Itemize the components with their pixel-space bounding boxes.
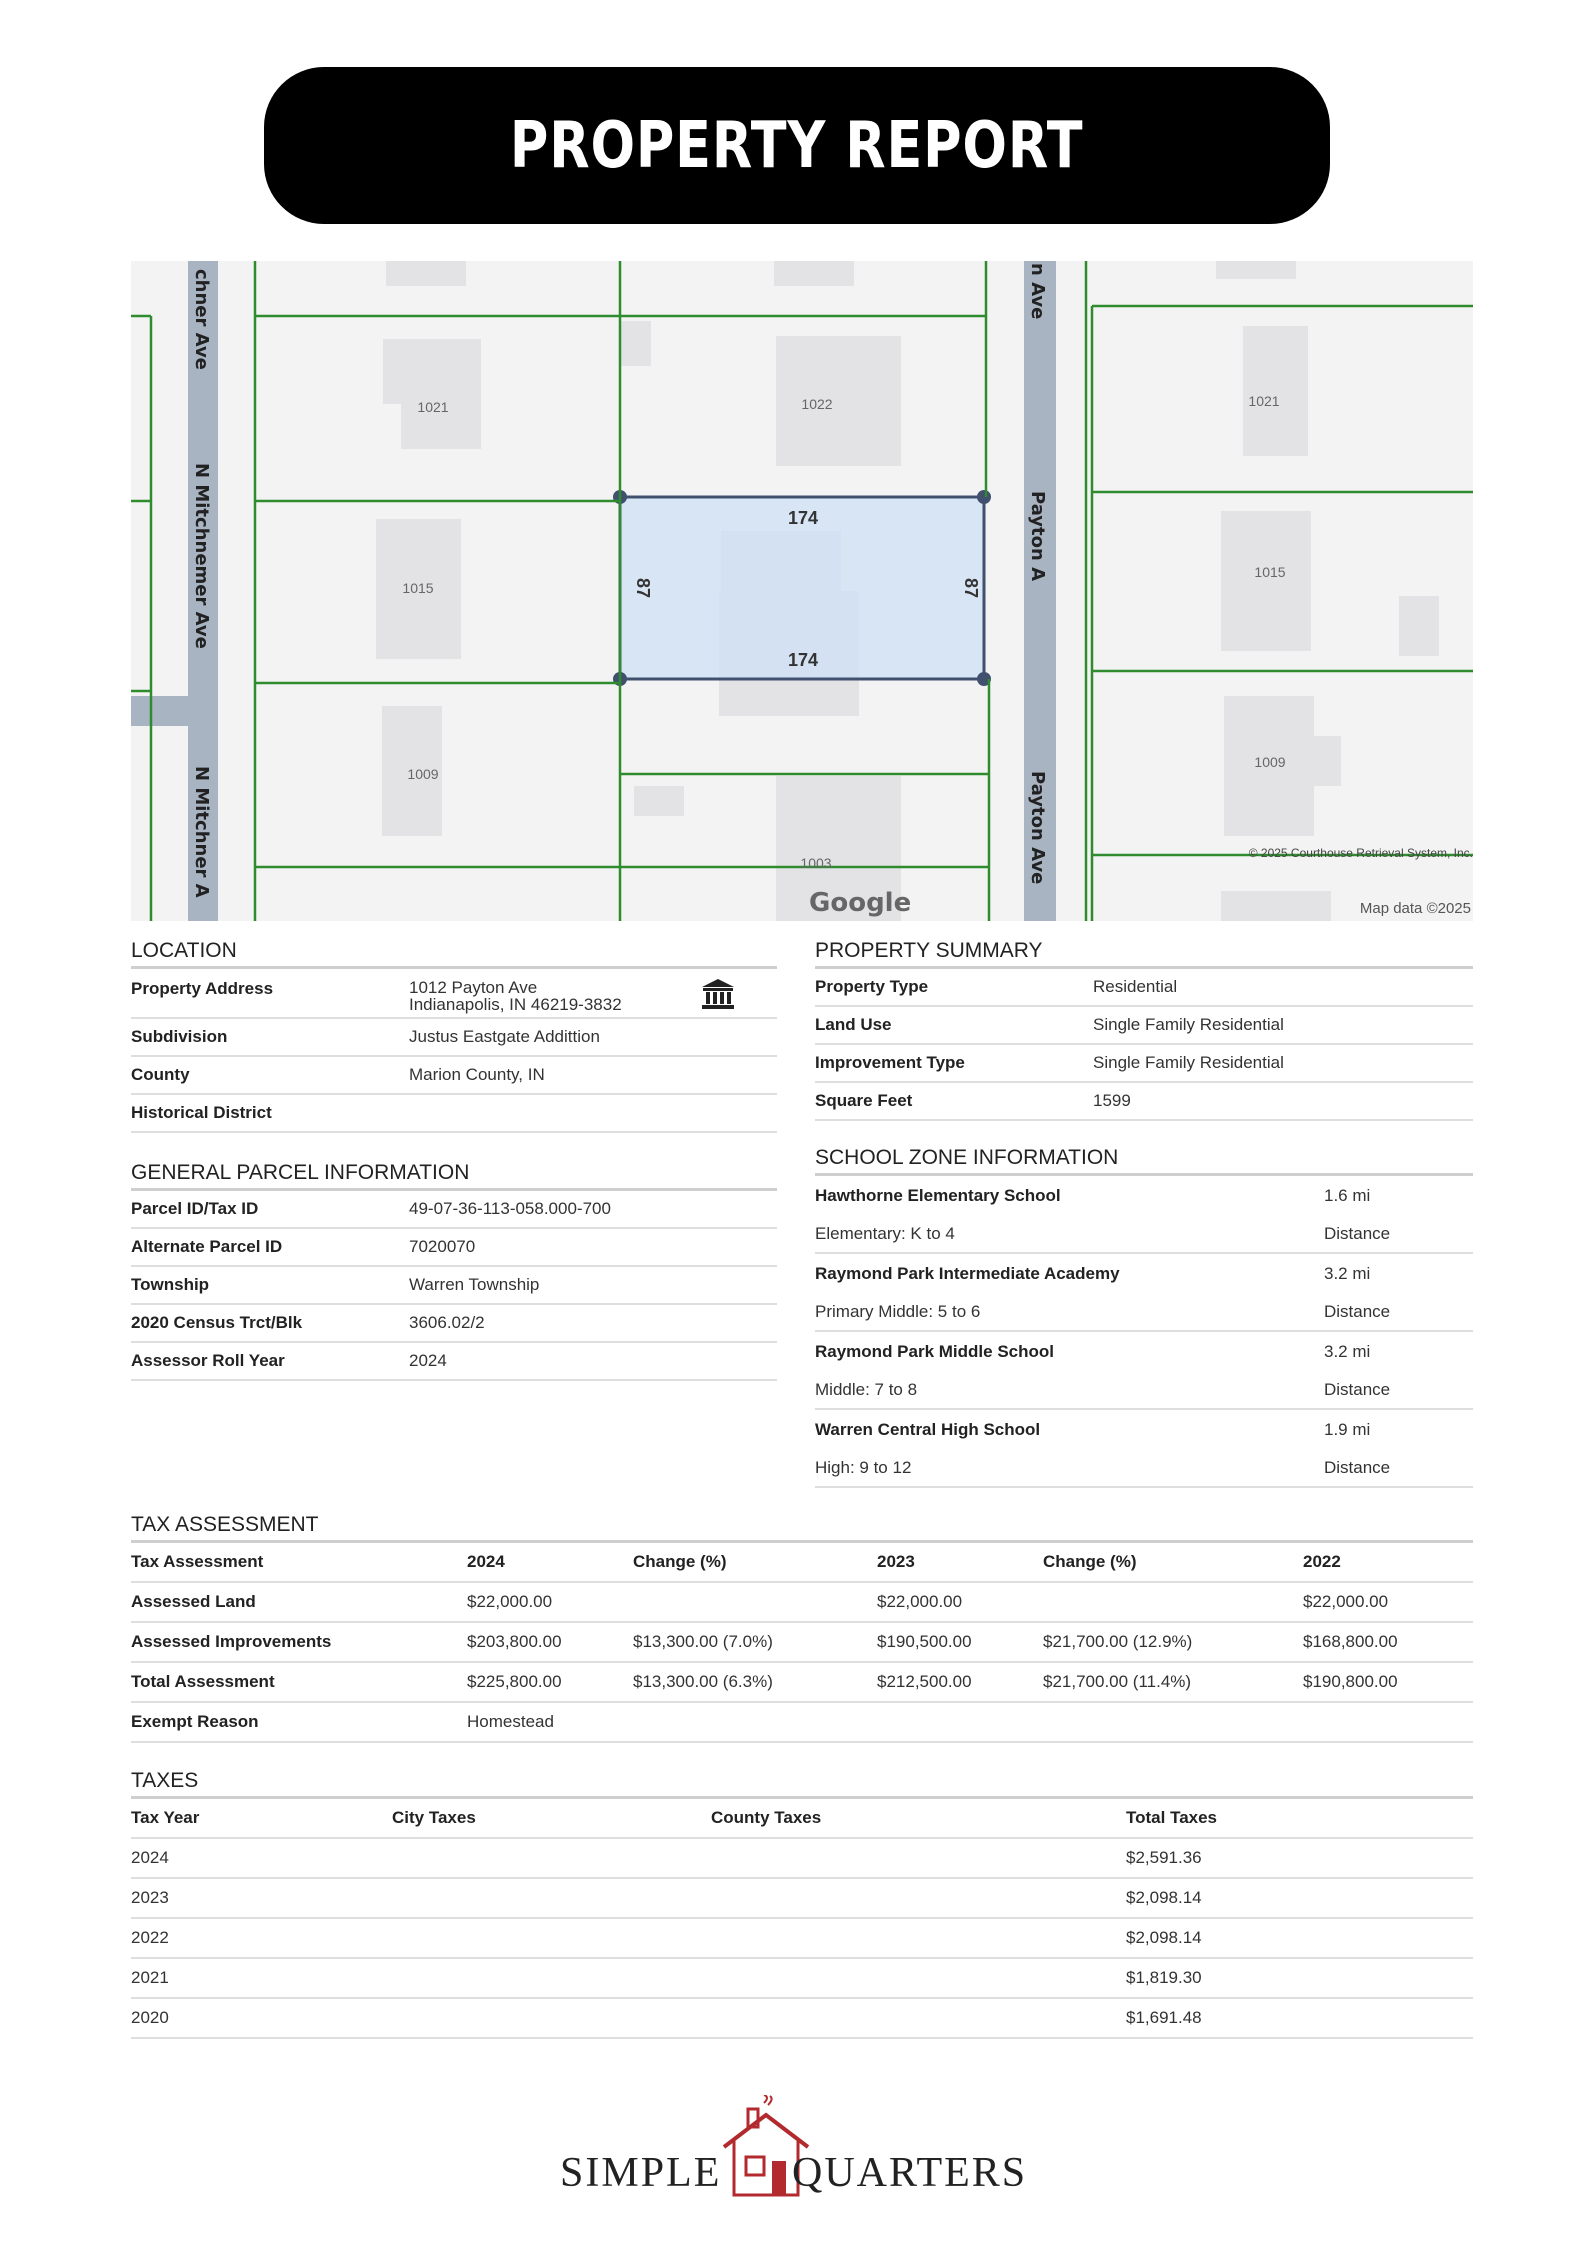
cell: $212,500.00	[877, 1672, 972, 1691]
school-level: Primary Middle: 5 to 6	[815, 1301, 981, 1321]
property-address	[409, 979, 622, 1013]
section-title: TAX ASSESSMENT	[131, 1512, 1473, 1543]
street-label: N Mitchner A	[191, 766, 212, 898]
row-value: 3606.02/2	[409, 1313, 485, 1332]
parcel-row	[131, 1305, 777, 1343]
school-level-row	[815, 1449, 1473, 1488]
tax-year: 2024	[131, 1848, 169, 1867]
distance-label: Distance	[1324, 1223, 1391, 1243]
tax-assessment-section	[131, 1512, 1473, 1743]
map-data-credit: Map data ©2025	[1359, 900, 1471, 917]
section-title: GENERAL PARCEL INFORMATION	[131, 1160, 777, 1191]
lot-number: 1015	[402, 580, 434, 596]
row-value: 7020070	[409, 1237, 476, 1256]
school-name: Raymond Park Middle School	[815, 1341, 1054, 1361]
school-name-row	[815, 1410, 1473, 1449]
street-label: Payton A	[1027, 491, 1048, 582]
total-taxes: $2,098.14	[1126, 1928, 1202, 1947]
parcel-row	[131, 1191, 777, 1229]
street-label: chner Ave	[191, 269, 212, 370]
schools-section	[815, 1145, 1473, 1488]
tax-year: 2023	[131, 1888, 169, 1907]
dim-bottom: 174	[787, 650, 819, 670]
cell: $21,700.00 (12.9%)	[1043, 1632, 1193, 1651]
row-label: Total Assessment	[131, 1672, 275, 1691]
cell: $168,800.00	[1303, 1632, 1398, 1651]
lot-number: 1021	[417, 399, 449, 415]
row-label: Improvement Type	[815, 1053, 965, 1072]
row-label: Assessed Land	[131, 1592, 256, 1611]
row-label: Township	[131, 1275, 210, 1294]
cell: $190,800.00	[1303, 1672, 1398, 1691]
school-level-row	[815, 1293, 1473, 1332]
row-value: Warren Township	[409, 1275, 540, 1294]
section-title: PROPERTY SUMMARY	[815, 938, 1473, 969]
cell: $203,800.00	[467, 1632, 562, 1651]
location-row	[131, 1019, 777, 1057]
column-header: County Taxes	[711, 1808, 822, 1827]
summary-row	[815, 1045, 1473, 1083]
total-taxes: $1,691.48	[1126, 2008, 1202, 2027]
total-taxes: $2,098.14	[1126, 1888, 1202, 1907]
location-row	[131, 969, 777, 1019]
distance-label: Distance	[1324, 1379, 1391, 1399]
column-header: Tax Assessment	[131, 1552, 264, 1571]
location-row	[131, 1095, 777, 1133]
map-copyright: © 2025 Courthouse Retrieval System, Inc.	[1248, 846, 1473, 860]
column-header: 2022	[1303, 1552, 1341, 1571]
school-name: Raymond Park Intermediate Academy	[815, 1263, 1120, 1283]
school-name-row	[815, 1332, 1473, 1371]
google-logo: Google	[809, 888, 912, 918]
summary-row	[815, 969, 1473, 1007]
table-row	[131, 1879, 1473, 1919]
cell: Homestead	[467, 1712, 554, 1731]
row-label: Land Use	[815, 1015, 892, 1034]
table-row	[131, 1839, 1473, 1879]
tax-year: 2022	[131, 1928, 169, 1947]
dim-left: 87	[633, 577, 653, 599]
row-label: Subdivision	[131, 1027, 228, 1046]
parcel-row	[131, 1343, 777, 1381]
table-row	[131, 1959, 1473, 1999]
row-value: 2024	[409, 1351, 447, 1370]
school-distance: 3.2 mi	[1324, 1263, 1371, 1283]
dim-right: 87	[961, 577, 981, 599]
school-level-row	[815, 1215, 1473, 1254]
column-header: Change (%)	[633, 1552, 727, 1571]
column-header: 2023	[877, 1552, 915, 1571]
section-title: SCHOOL ZONE INFORMATION	[815, 1145, 1473, 1176]
brand-logo	[560, 2095, 1040, 2205]
dim-top: 174	[787, 508, 819, 528]
lot-number: 1009	[1254, 754, 1286, 770]
row-label: Exempt Reason	[131, 1712, 259, 1731]
row-value: 49-07-36-113-058.000-700	[409, 1199, 611, 1218]
tax-year: 2021	[131, 1968, 169, 1987]
distance-label: Distance	[1324, 1301, 1391, 1321]
brand-right-word: QUARTERS	[792, 2150, 1028, 2196]
lot-number: 1003	[800, 855, 832, 871]
table-row	[131, 1583, 1473, 1623]
parcel-section	[131, 1160, 777, 1381]
street-label: N Mitchnemer Ave	[191, 463, 212, 649]
row-value: Single Family Residential	[1093, 1053, 1284, 1072]
column-header: Change (%)	[1043, 1552, 1137, 1571]
cell: $22,000.00	[877, 1592, 963, 1611]
row-label: Historical District	[131, 1103, 272, 1122]
distance-label: Distance	[1324, 1457, 1391, 1477]
row-value: 1599	[1093, 1091, 1131, 1110]
lot-number: 1009	[407, 766, 439, 782]
row-label: Assessed Improvements	[131, 1632, 332, 1651]
cell: $21,700.00 (11.4%)	[1043, 1672, 1192, 1691]
school-distance: 1.9 mi	[1324, 1419, 1371, 1439]
cell: $22,000.00	[467, 1592, 553, 1611]
school-level: High: 9 to 12	[815, 1457, 912, 1477]
courthouse-icon[interactable]	[701, 978, 735, 1010]
row-value: Single Family Residential	[1093, 1015, 1284, 1034]
location-row	[131, 1057, 777, 1095]
row-label: County	[131, 1065, 190, 1084]
lot-number: 1022	[801, 396, 833, 412]
school-distance: 1.6 mi	[1324, 1185, 1371, 1205]
table-row	[131, 1663, 1473, 1703]
parcel-row	[131, 1229, 777, 1267]
parcel-row	[131, 1267, 777, 1305]
school-level-row	[815, 1371, 1473, 1410]
address-line-1: 1012 Payton Ave	[409, 978, 538, 997]
summary-row	[815, 1007, 1473, 1045]
table-row	[131, 1623, 1473, 1663]
page-title: PROPERTY REPORT	[510, 108, 1084, 183]
row-value: Marion County, IN	[409, 1065, 545, 1084]
total-taxes: $1,819.30	[1126, 1968, 1202, 1987]
summary-section	[815, 938, 1473, 1121]
parcel-map[interactable]	[131, 261, 1473, 921]
street-label: n Ave	[1027, 263, 1048, 320]
summary-row	[815, 1083, 1473, 1121]
location-section	[131, 938, 777, 1133]
school-name-row	[815, 1176, 1473, 1215]
taxes-header-row	[131, 1799, 1473, 1839]
row-label: 2020 Census Trct/Blk	[131, 1313, 303, 1332]
cell: $225,800.00	[467, 1672, 562, 1691]
cell: $13,300.00 (6.3%)	[633, 1672, 773, 1691]
row-label: Square Feet	[815, 1091, 913, 1110]
school-level: Middle: 7 to 8	[815, 1379, 918, 1399]
cell: $190,500.00	[877, 1632, 972, 1651]
table-row	[131, 1919, 1473, 1959]
school-level: Elementary: K to 4	[815, 1223, 955, 1243]
section-title: TAXES	[131, 1768, 1473, 1799]
tax-assessment-header-row	[131, 1543, 1473, 1583]
road-cross	[131, 696, 218, 726]
taxes-section	[131, 1768, 1473, 2039]
row-label: Assessor Roll Year	[131, 1351, 285, 1370]
cell: $22,000.00	[1303, 1592, 1389, 1611]
school-distance: 3.2 mi	[1324, 1341, 1371, 1361]
row-label: Property Type	[815, 977, 929, 996]
table-row	[131, 1703, 1473, 1743]
column-header: City Taxes	[392, 1808, 476, 1827]
street-label: Payton Ave	[1027, 771, 1048, 885]
row-label: Property Address	[131, 979, 274, 998]
header-banner	[264, 67, 1330, 224]
column-header: 2024	[467, 1552, 505, 1571]
cell: $13,300.00 (7.0%)	[633, 1632, 773, 1651]
school-name-row	[815, 1254, 1473, 1293]
row-label: Alternate Parcel ID	[131, 1237, 283, 1256]
column-header: Total Taxes	[1126, 1808, 1218, 1827]
section-title: LOCATION	[131, 938, 777, 969]
school-name: Hawthorne Elementary School	[815, 1185, 1061, 1205]
column-header: Tax Year	[131, 1808, 200, 1827]
address-line-2: Indianapolis, IN 46219-3832	[409, 995, 622, 1014]
lot-number: 1015	[1254, 564, 1286, 580]
tax-year: 2020	[131, 2008, 169, 2027]
total-taxes: $2,591.36	[1126, 1848, 1202, 1867]
row-value: Justus Eastgate Addittion	[409, 1027, 600, 1046]
table-row	[131, 1999, 1473, 2039]
row-label: Parcel ID/Tax ID	[131, 1199, 259, 1218]
school-name: Warren Central High School	[815, 1419, 1041, 1439]
brand-left-word: SIMPLE	[560, 2150, 722, 2196]
row-value: Residential	[1093, 977, 1178, 996]
lot-number: 1021	[1248, 393, 1280, 409]
